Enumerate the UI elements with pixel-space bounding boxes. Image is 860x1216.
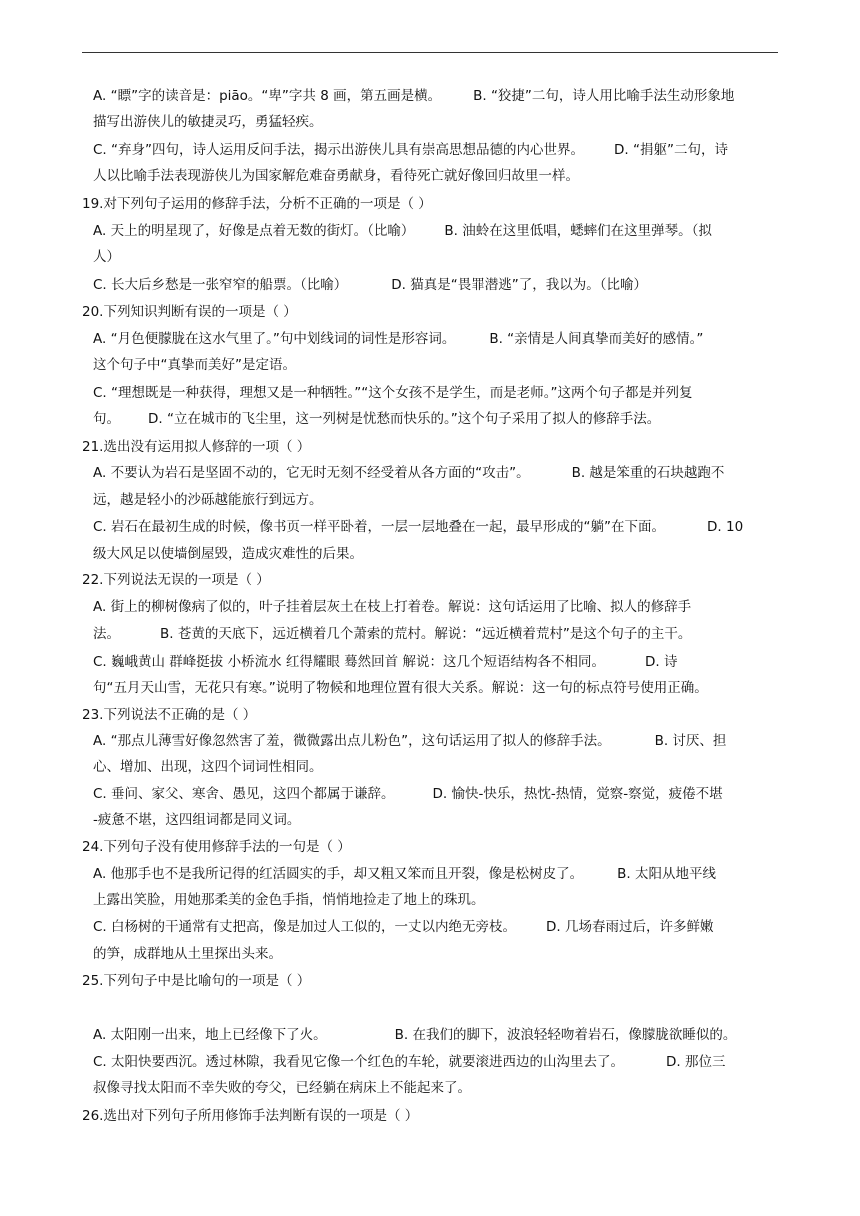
text-segment: C. 太阳快要西沉。透过林隙，我看见它像一个红色的车轮，就要滚进西边的山沟里去了。 <box>93 1054 625 1070</box>
answer-option-line <box>93 221 712 241</box>
text-segment: C. 巍峨黄山 群峰挺拔 小桥流水 红得耀眼 蓦然回首 解说：这几个短语结构各不相同。 <box>93 654 605 670</box>
text-segment: D. 10 <box>707 519 744 535</box>
answer-option-line <box>93 864 716 884</box>
text-segment: 级大风足以使墙倒屋毁，造成灾难性的后果。 <box>93 546 363 562</box>
continuation-line <box>93 624 691 644</box>
text-segment: B. “亲情是人间真挚而美好的感情。” <box>489 331 704 347</box>
text-segment: 25.下列句子中是比喻句的一项是（ ） <box>82 973 311 989</box>
answer-option-line <box>93 517 743 537</box>
text-segment: C. “理想既是一种获得，理想又是一种牺牲。”“这个女孩不是学生，而是老师。”这两个句子都是并列复 <box>93 385 693 401</box>
answer-option-line <box>93 1025 736 1045</box>
text-segment: C. 岩石在最初生成的时候，像书页一样平卧着，一层一层地叠在一起，最早形成的“躺”在下面。 <box>93 519 665 535</box>
text-segment: 心、增加、出现，这四个词词性相同。 <box>93 759 323 775</box>
text-segment: B. “狡捷”二句，诗人用比喻手法生动形象地 <box>473 88 735 104</box>
text-segment: 远，越是轻小的沙砾越能旅行到远方。 <box>93 492 323 508</box>
text-segment: C. 垂问、家父、寒舍、愚见，这四个都属于谦辞。 <box>93 786 395 802</box>
text-segment: A. 街上的柳树像病了似的，叶子挂着层灰土在枝上打着卷。解说：这句话运用了比喻、拟人的修辞手 <box>93 599 692 615</box>
answer-option-line <box>93 329 703 349</box>
text-segment: D. “捐躯”二句，诗 <box>614 142 728 158</box>
answer-option-line <box>93 140 728 160</box>
continuation-line <box>93 409 660 429</box>
continuation-line <box>93 1078 471 1098</box>
question-stem <box>82 705 256 725</box>
text-segment: A. 他那手也不是我所记得的红活圆实的手，却又粗又笨而且开裂，像是松树皮了。 <box>93 866 584 882</box>
continuation-line <box>93 247 120 267</box>
answer-option-line <box>93 463 724 483</box>
continuation-line <box>93 757 323 777</box>
text-segment: B. 讨厌、担 <box>654 733 727 749</box>
text-segment: 20.下列知识判断有误的一项是（ ） <box>82 304 297 320</box>
question-stem <box>82 302 297 322</box>
text-segment: C. 白杨树的干通常有丈把高，像是加过人工似的，一丈以内绝无旁枝。 <box>93 919 517 935</box>
answer-option-line <box>93 784 723 804</box>
continuation-line <box>93 944 282 964</box>
answer-option-line <box>93 275 647 295</box>
text-segment: 上露出笑脸，用她那柔美的金色手指，悄悄地捡走了地上的珠玑。 <box>93 892 485 908</box>
continuation-line <box>93 810 300 830</box>
answer-option-line <box>93 383 692 403</box>
text-segment: D. 诗 <box>644 654 678 670</box>
text-segment: 句“五月天山雪，无花只有寒。”说明了物候和地理位置有很大关系。解说：这一句的标点符号使用正确。 <box>93 680 708 696</box>
continuation-line <box>93 112 323 132</box>
continuation-line <box>93 490 323 510</box>
text-segment: 人以比喻手法表现游侠儿为国家解危难奋勇献身，看待死亡就好像回归故里一样。 <box>93 168 579 184</box>
text-segment: D. 猫真是“畏罪潜逃”了，我以为。（比喻） <box>391 277 647 293</box>
answer-option-line <box>93 652 677 672</box>
text-segment: C. “弃身”四句，诗人运用反问手法，揭示出游侠儿具有崇高思想品德的内心世界。 <box>93 142 584 158</box>
question-stem <box>82 437 310 457</box>
text-segment: A. “那点儿薄雪好像忽然害了羞，微微露出点儿粉色”，这句话运用了拟人的修辞手法。 <box>93 733 611 749</box>
continuation-line <box>93 355 296 375</box>
answer-option-line <box>93 1052 726 1072</box>
text-segment: 22.下列说法无误的一项是（ ） <box>82 572 270 588</box>
text-segment: 这个句子中“真挚而美好”是定语。 <box>93 357 296 373</box>
answer-option-line <box>93 917 714 937</box>
text-segment: 法。 <box>93 626 120 642</box>
text-segment: 描写出游侠儿的敏捷灵巧，勇猛轻疾。 <box>93 114 323 130</box>
continuation-line <box>93 166 579 186</box>
text-segment: 23.下列说法不正确的是（ ） <box>82 707 257 723</box>
continuation-line <box>93 678 708 698</box>
answer-option-line <box>93 731 726 751</box>
text-segment: 21.选出没有运用拟人修辞的一项（ ） <box>82 439 311 455</box>
question-stem <box>82 1106 418 1126</box>
text-segment: C. 长大后乡愁是一张窄窄的船票。（比喻） <box>93 277 348 293</box>
text-segment: D. 愉快-快乐，热忱-热情，觉察-察觉，疲倦不堪 <box>432 786 723 802</box>
text-segment: A. “月色便朦胧在这水气里了。”句中划线词的词性是形容词。 <box>93 331 456 347</box>
text-segment: B. 苍黄的天底下，远近横着几个萧索的荒村。解说：“远近横着荒村”是这个句子的主干。 <box>160 626 692 642</box>
text-segment: 叔像寻找太阳而不幸失败的夸父，已经躺在病床上不能起来了。 <box>93 1080 471 1096</box>
text-segment: A. 不要认为岩石是坚固不动的，它无时无刻不经受着从各方面的“攻击”。 <box>93 465 530 481</box>
question-stem <box>82 570 270 590</box>
text-segment: D. “立在城市的飞尘里，这一列树是忧愁而快乐的。”这个句子采用了拟人的修辞手法。 <box>148 411 661 427</box>
answer-option-line <box>93 86 734 106</box>
text-segment: A. “瞟”字的读音是：piāo。“卑”字共 8 画，第五画是横。 <box>93 88 442 104</box>
text-segment: 26.选出对下列句子所用修饰手法判断有误的一项是（ ） <box>82 1108 419 1124</box>
answer-option-line <box>93 597 691 617</box>
text-segment: 19.对下列句子运用的修辞手法，分析不正确的一项是（ ） <box>82 196 432 212</box>
text-segment: D. 几场春雨过后，许多鲜嫩 <box>546 919 714 935</box>
text-segment: 24.下列句子没有使用修辞手法的一句是（ ） <box>82 839 351 855</box>
continuation-line <box>93 890 485 910</box>
text-segment: 人） <box>93 249 120 265</box>
text-segment: A. 太阳刚一出来，地上已经像下了火。 <box>93 1027 327 1043</box>
continuation-line <box>93 544 363 564</box>
text-segment: B. 太阳从地平线 <box>617 866 716 882</box>
text-segment: B. 在我们的脚下，波浪轻轻吻着岩石，像朦胧欲睡似的。 <box>394 1027 737 1043</box>
text-segment: B. 越是笨重的石块越跑不 <box>571 465 725 481</box>
text-segment: 句。 <box>93 411 120 427</box>
question-stem <box>82 837 351 857</box>
text-segment: D. 那位三 <box>666 1054 726 1070</box>
text-segment: A. 天上的明星现了，好像是点着无数的街灯。（比喻） <box>93 223 415 239</box>
text-segment: -疲惫不堪，这四组词都是同义词。 <box>93 812 301 828</box>
text-segment: B. 油蛉在这里低唱，蟋蟀们在这里弹琴。（拟 <box>444 223 712 239</box>
question-stem <box>82 971 310 991</box>
text-segment: 的笋，成群地从土里探出头来。 <box>93 946 282 962</box>
question-stem <box>82 194 432 214</box>
header-rule <box>82 52 778 53</box>
